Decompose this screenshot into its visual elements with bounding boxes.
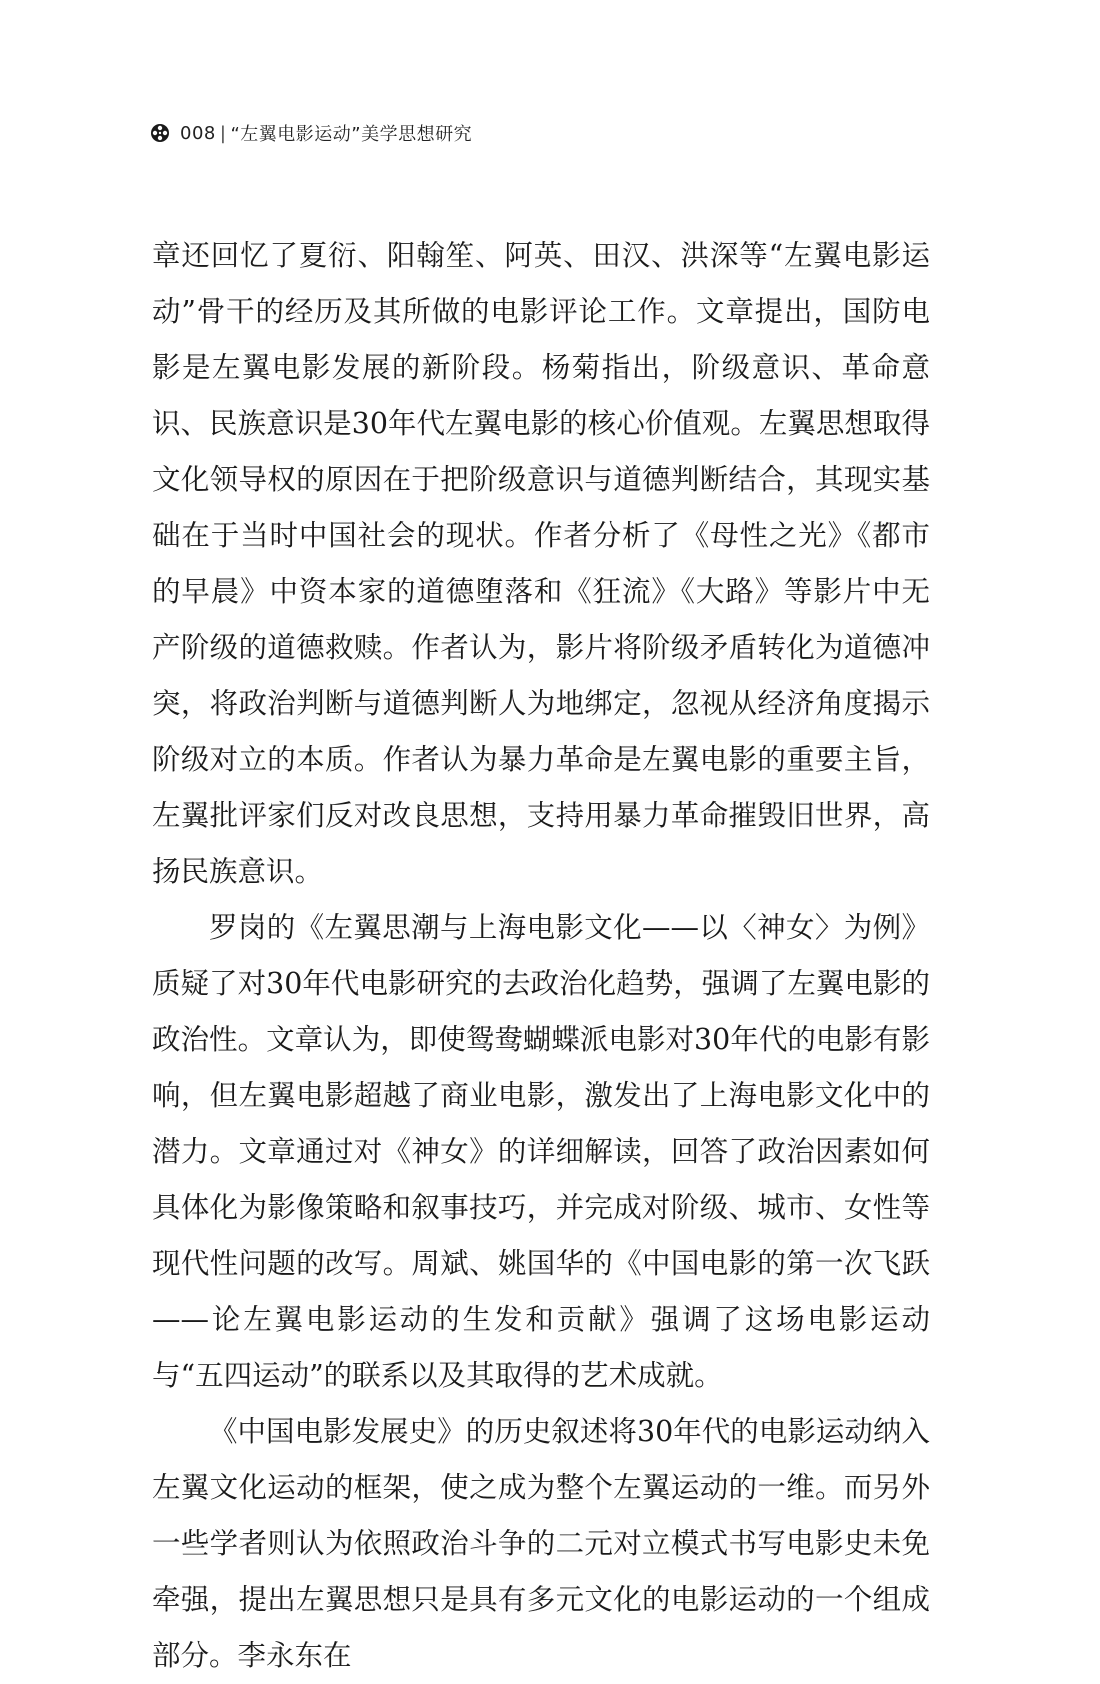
running-header	[150, 118, 472, 148]
body-paragraph-continued: 章还回忆了夏衍、阳翰笙、阿英、田汉、洪深等“左翼电影运动”骨干的经历及其所做的电影评论工作。文章提出，国防电影是左翼电影发展的新阶段。杨菊指出，阶级意识、革命意识、民族意识是30年代左翼电影的核心价值观。左翼思想取得文化领导权的原因在于把阶级意识与道德判断结合，其现实基础在于当时中国社会的现状。作者分析了《母性之光》《都市的早晨》中资本家的道德堕落和《狂流》《大路》等影片中无产阶级的道德救赎。作者认为，影片将阶级矛盾转化为道德冲突，将政治判断与道德判断人为地绑定，忽视从经济角度揭示阶级对立的本质。作者认为暴力革命是左翼电影的重要主旨，左翼批评家们反对改良思想，支持用暴力革命摧毁旧世界，高扬民族意识。	[152, 239, 930, 888]
header-separator: |	[219, 122, 227, 144]
body-paragraph: 《中国电影发展史》的历史叙述将30年代的电影运动纳入左翼文化运动的框架，使之成为整个左翼运动的一维。而另外一些学者则认为依照政治斗争的二元对立模式书写电影史未免牵强，提出左翼思想只是具有多元文化的电影运动的一个组成部分。李永东在	[152, 1415, 930, 1672]
filmstrip-reel-icon	[150, 123, 170, 143]
body-paragraph: 罗岗的《左翼思潮与上海电影文化——以〈神女〉为例》质疑了对30年代电影研究的去政治化趋势，强调了左翼电影的政治性。文章认为，即使鸳鸯蝴蝶派电影对30年代的电影有影响，但左翼电影超越了商业电影，激发出了上海电影文化中的潜力。文章通过对《神女》的详细解读，回答了政治因素如何具体化为影像策略和叙事技巧，并完成对阶级、城市、女性等现代性问题的改写。周斌、姚国华的《中国电影的第一次飞跃——论左翼电影运动的生发和贡献》强调了这场电影运动与“五四运动”的联系以及其取得的艺术成就。	[152, 911, 930, 1392]
page-body	[152, 228, 930, 1684]
book-title: “左翼电影运动”美学思想研究	[230, 124, 473, 145]
page-number: 008	[180, 122, 216, 144]
